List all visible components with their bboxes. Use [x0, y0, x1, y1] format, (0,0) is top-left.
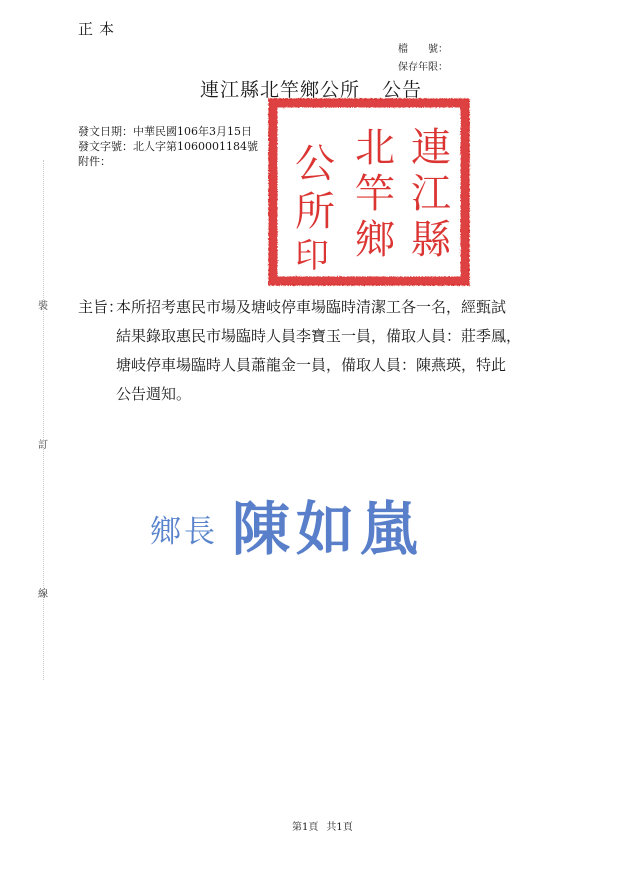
seal-char-4: 北 — [355, 125, 395, 171]
binding-mark-1: 裝 — [38, 301, 48, 312]
seal-char-1: 連 — [411, 125, 451, 171]
page-current: 第1頁 — [292, 822, 319, 833]
attachment-label: 附件： — [78, 155, 111, 168]
page-number — [292, 818, 353, 833]
issue-date: 發文日期：中華民國106年3月15日 — [78, 125, 252, 138]
document-type: 公告 — [382, 79, 423, 101]
seal-char-5: 竿 — [355, 171, 395, 217]
seal-char-7: 公 — [295, 141, 335, 187]
seal-char-2: 江 — [411, 171, 451, 217]
reference-number: 發文字號：北人字第1060001184號 — [78, 140, 258, 153]
subject-line-1: 本所招考惠民市場及塘岐停車場臨時清潔工各一名，經甄試 — [116, 298, 507, 316]
signature-title: 鄉長 — [150, 514, 218, 550]
subject-label: 主旨： — [78, 298, 124, 316]
signature-name: 陳如嵐 — [232, 495, 425, 563]
retention-period-label: 保存年限： — [398, 62, 448, 73]
seal-char-9: 印 — [295, 236, 329, 276]
seal-char-3: 縣 — [411, 217, 451, 263]
file-number-label: 檔 號： — [398, 44, 448, 55]
binding-mark-2: 訂 — [38, 440, 48, 451]
binding-mark-3: 線 — [38, 589, 48, 600]
seal-char-8: 所 — [295, 189, 335, 235]
official-seal — [265, 97, 473, 287]
seal-char-6: 鄉 — [355, 217, 395, 263]
subject-line-2: 結果錄取惠民市場臨時人員李寶玉一員，備取人員：莊季鳳， — [116, 327, 522, 345]
agency-name: 連江縣北竿鄉公所 — [200, 79, 361, 101]
binding-line — [43, 160, 44, 680]
page-total: 共1頁 — [326, 822, 353, 833]
subject-line-4: 公告週知。 — [116, 385, 192, 403]
copy-label: 正本 — [78, 20, 121, 38]
subject-line-3: 塘岐停車場臨時人員蕭龍金一員，備取人員：陳燕瑛，特此 — [116, 356, 507, 374]
subject-text — [116, 293, 576, 409]
